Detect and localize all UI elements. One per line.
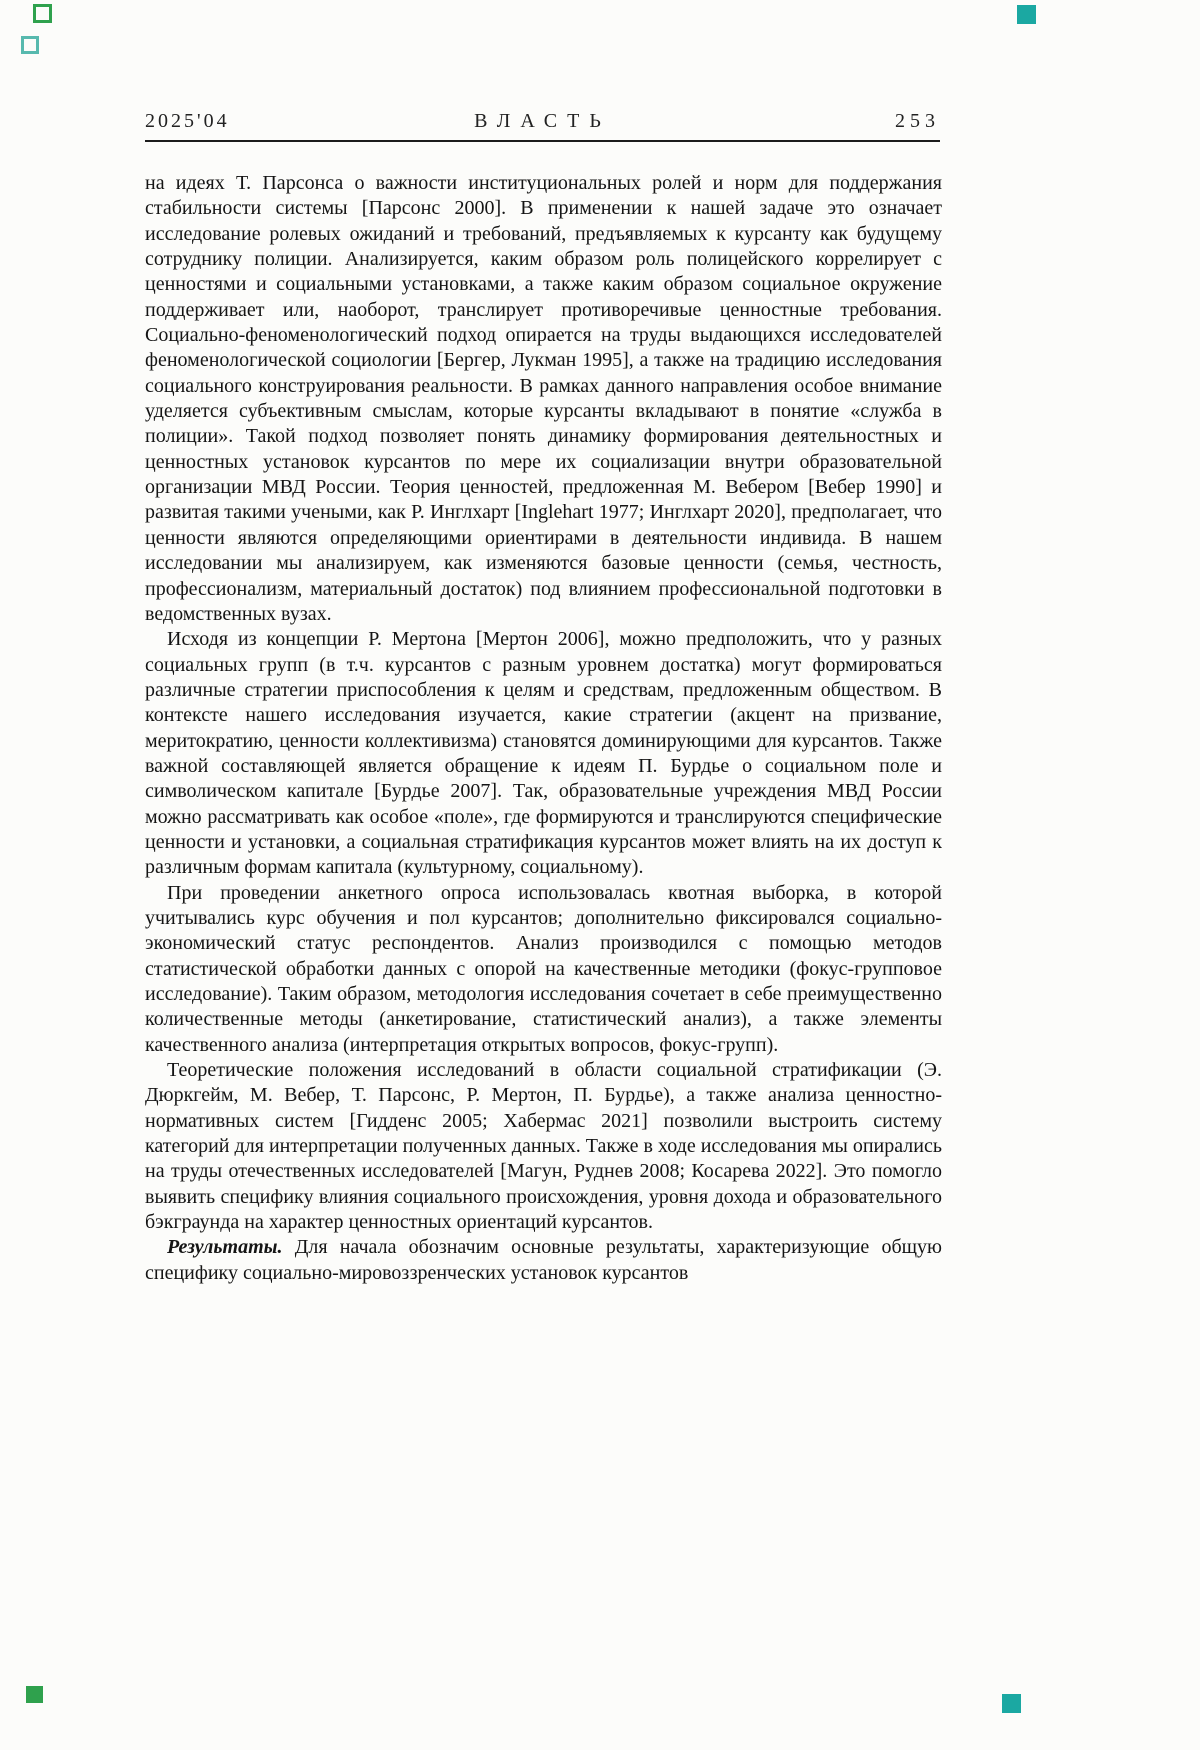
results-lead-label: Результаты. — [167, 1236, 283, 1259]
body-paragraph: Теоретические положения исследований в области социальной стратификации (Э. Дюркгейм, М. Вебер, Т. Парсонс, Р. Мертон, П. Бурдье), а также анализа ценностно-нормативных систем [Гидденс 2005; Хабермас 2021] позволили выстроить систему категорий для интерпретации полученных данных. Также в ходе исследования мы опирались на труды отечественных исследователей [Магун, Руднев 2008; Косарева 2022]. Это помогло выявить специфику влияния социального происхождения, уровня дохода и образовательного бэкграунда на характер ценностных ориентаций курсантов. — [145, 1059, 942, 1234]
header-year-issue: 2025'04 — [145, 110, 230, 132]
results-paragraph-text: Для начала обозначим основные результаты, характеризующие общую специфику социально-мировоззренческих установок курсантов — [145, 1236, 942, 1284]
article-body — [145, 171, 942, 1286]
header-rule — [145, 140, 940, 142]
registration-mark-bottom-right — [1002, 1694, 1021, 1713]
registration-mark-bottom-left — [26, 1686, 43, 1703]
header-page-number: 253 — [895, 110, 940, 132]
body-paragraph: При проведении анкетного опроса использовалась квотная выборка, в которой учитывались курс обучения и пол курсантов; дополнительно фиксировался социально-экономический статус респондентов. Анализ производился с помощью методов статистической обработки данных с опорой на качественные методики (фокус-групповое исследование). Таким образом, методология исследования сочетает в себе преимущественно количественные методы (анкетирование, статистический анализ), а также элементы качественного анализа (интерпретация открытых вопросов, фокус-групп). — [145, 881, 942, 1056]
page-header — [145, 110, 940, 136]
registration-mark-top-left — [33, 4, 52, 23]
body-paragraph-results — [145, 1235, 942, 1286]
body-paragraph: на идеях Т. Парсонса о важности институциональных ролей и норм для поддержания стабильности системы [Парсонс 2000]. В применении к нашей задаче это означает исследование ролевых ожиданий и требований, предъявляемых к курсанту как будущему сотруднику полиции. Анализируется, каким образом роль полицейского коррелирует с ценностями и социальными установками, а также каким образом социальное окружение поддерживает или, наоборот, транслирует противоречивые ценностные требования. Социально-феноменологический подход опирается на труды выдающихся исследователей феноменологической социологии [Бергер, Лукман 1995], а также на традицию исследования социального конструирования реальности. В рамках данного направления особое внимание уделяется субъективным смыслам, которые курсанты вкладывают в понятие «служба в полиции». Такой подход позволяет понять динамику формирования деятельностных и ценностных установок курсантов по мере их социализации внутри образовательной организации МВД России. Теория ценностей, предложенная М. Вебером [Вебер 1990] и развитая такими учеными, как Р. Инглхарт [Inglehart 1977; Инглхарт 2020], предполагает, что ценности являются определяющими ориентирами в деятельности индивида. В нашем исследовании мы анализируем, как изменяются базовые ценности (семья, честность, профессионализм, материальный достаток) под влиянием профессиональной подготовки в ведомственных вузах. — [145, 172, 942, 625]
registration-mark-top-left-lower — [21, 36, 39, 54]
header-journal-title: ВЛАСТЬ — [474, 110, 611, 132]
body-paragraph: Исходя из концепции Р. Мертона [Мертон 2006], можно предположить, что у разных социальных групп (в т.ч. курсантов с разным уровнем достатка) могут формироваться различные стратегии приспособления к целям и средствам, предложенным обществом. В контексте нашего исследования изучается, какие стратегии (акцент на призвание, меритократию, ценности коллективизма) становятся доминирующими для курсантов. Также важной составляющей является обращение к идеям П. Бурдье о социальном поле и символическом капитале [Бурдье 2007]. Так, образовательные учреждения МВД России можно рассматривать как особое «поле», где формируются и транслируются специфические ценности и установки, а социальная стратификация курсантов может влиять на их доступ к различным формам капитала (культурному, социальному). — [145, 628, 942, 879]
registration-mark-top-right — [1017, 5, 1036, 24]
